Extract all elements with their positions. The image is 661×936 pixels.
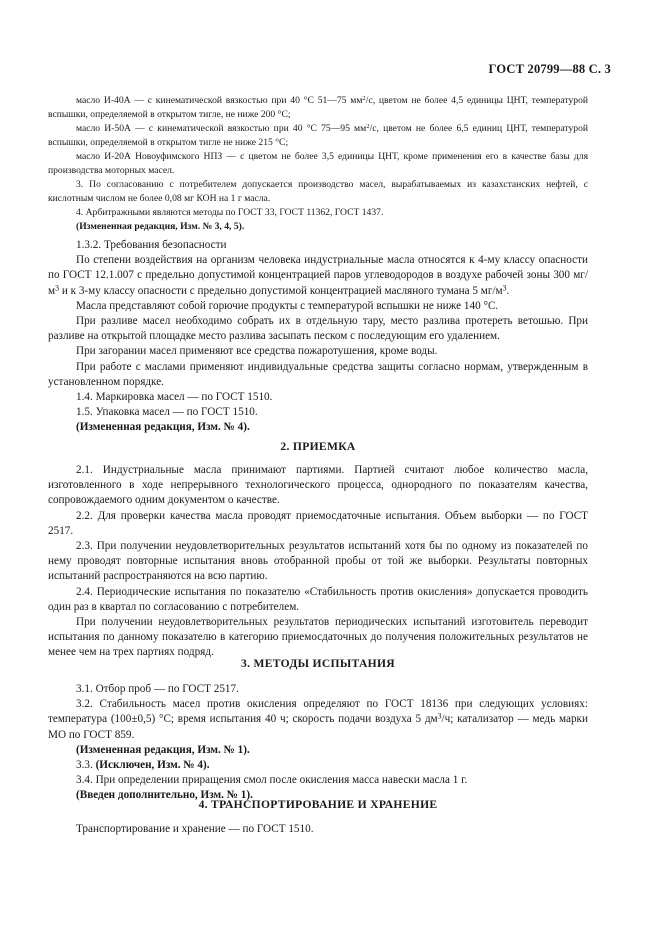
safety-flammability: Масла представляют собой горючие продукты с температурой вспышки не ниже 140 °С. (76, 299, 499, 312)
safety-toxicity: По степени воздействия на организм человека индустриальные масла относятся к 4-му классу опасности по ГОСТ 12.1.007 с предельно допустимой концентрацией паров углеводородов в воздухе рабочей зоны 300 $мг/м^3$ и к 3-му классу опасности с предельно допустимой концентрацией масляного тумана 5 $мг/м^3$. (48, 254, 588, 297)
safety-fire: При загорании масел применяют все средства пожаротушения, кроме воды. (76, 345, 438, 358)
note-4: 4. Арбитражными являются методы по ГОСТ 33, ГОСТ 11362, ГОСТ 1437. (76, 207, 384, 218)
clause-2-4-cont: При получении неудовлетворительных результатов периодических испытаний изготовитель переводит испытания по данному показателю в категорию приемосдаточных до получения положительных результатов не менее чем на трех партиях подряд. (48, 616, 588, 659)
note-oil-i50a: масло И-50А — с кинематической вязкостью при 40 °С 75—95 $мм^2/с$, цветом не более 6,5 единиц ЦНТ, температурой вспышки, определяемой в открытом тигле не ниже 215 °С; (48, 122, 589, 148)
notes-block (48, 94, 588, 234)
section-2-title: 2. ПРИЕМКА (280, 440, 356, 453)
clause-1-5: 1.5. Упаковка масел — по ГОСТ 1510. (76, 406, 258, 419)
clause-3-3: 3.3. (Исключен, Изм. № 4). (76, 759, 210, 772)
section-3-body (48, 682, 588, 804)
amendment-note: (Измененная редакция, Изм. № 4). (76, 421, 250, 434)
amendment-note: (Введен дополнительно, Изм. № 1). (76, 789, 253, 802)
clause-2-3: 2.3. При получении неудовлетворительных результатов испытаний хотя бы по одному из показателей по нему проводят повторные испытания вновь отобранной пробы от той же выборки. Результаты повторных испытаний распространяются на всю партию. (48, 540, 588, 583)
safety-block (48, 238, 588, 436)
clause-3-4: 3.4. При определении приращения смол после окисления масса навески масла 1 г. (76, 774, 468, 787)
clause-2-2: 2.2. Для проверки качества масла проводят приемосдаточные испытания. Объем выборки — по ГОСТ 2517. (48, 509, 588, 537)
section-2-body (48, 463, 588, 661)
amendment-note: (Измененная редакция, Изм. № 3, 4, 5). (76, 221, 245, 232)
note-oil-i20a: масло И-20А Новоуфимского НПЗ — с цветом не более 3,5 единицы ЦНТ, кроме применения его в качестве базы для производства моторных масел. (48, 151, 588, 176)
section-4-text: Транспортирование и хранение — по ГОСТ 1510. (76, 823, 314, 835)
clause-1-4: 1.4. Маркировка масел — по ГОСТ 1510. (76, 391, 273, 404)
amendment-note: (Измененная редакция, Изм. № 1). (76, 743, 250, 756)
section-4-body (48, 822, 588, 837)
note-3: 3. По согласованию с потребителем допускается производство масел, вырабатываемых из казахстанских нефтей, с кислотным числом не более 0,08 мг КОН на 1 г масла. (48, 179, 588, 204)
clause-3-1: 3.1. Отбор проб — по ГОСТ 2517. (76, 683, 239, 695)
clause-2-4: 2.4. Периодические испытания по показателю «Стабильность против окисления» допускается проводить один раз в квартал по согласованию с потребителем. (48, 585, 588, 613)
section-3-title: 3. МЕТОДЫ ИСПЫТАНИЯ (241, 657, 395, 670)
clause-2-1: 2.1. Индустриальные масла принимают партиями. Партией считают любое количество масла, изготовленного в ходе непрерывного технологического процесса, однородного по показателям качества, сопровождаемого одним документом о качестве. (48, 464, 588, 507)
note-oil-i40a: масло И-40А — с кинематической вязкостью при 40 °С 51—75 $мм^2/с$, цветом не более 4,5 единицы ЦНТ, температурой вспышки, определяемой в открытом тигле, не ниже 200 °С; (48, 94, 588, 120)
safety-spill: При разливе масел необходимо собрать их в отдельную тару, место разлива протереть ветошью. При разливе на открытой площадке место разлива засыпать песком с последующим его удалением. (48, 315, 588, 343)
clause-3-2: 3.2. Стабильность масел против окисления определяют по ГОСТ 18136 при следующих условиях: температура (100±0,5) °С; время испытания 40 ч; скорость подачи воздуха 5 $дм^3/ч$; катализатор — медь марки МО по ГОСТ 859. (48, 698, 588, 741)
safety-ppe: При работе с маслами применяют индивидуальные средства защиты согласно нормам, утвержденным в установленном порядке. (48, 360, 588, 388)
page-header: ГОСТ 20799—88 С. 3 (488, 62, 611, 76)
clause-1-3-2: 1.3.2. Требования безопасности (76, 239, 227, 251)
section-4-title: 4. ТРАНСПОРТИРОВАНИЕ И ХРАНЕНИЕ (198, 798, 438, 811)
